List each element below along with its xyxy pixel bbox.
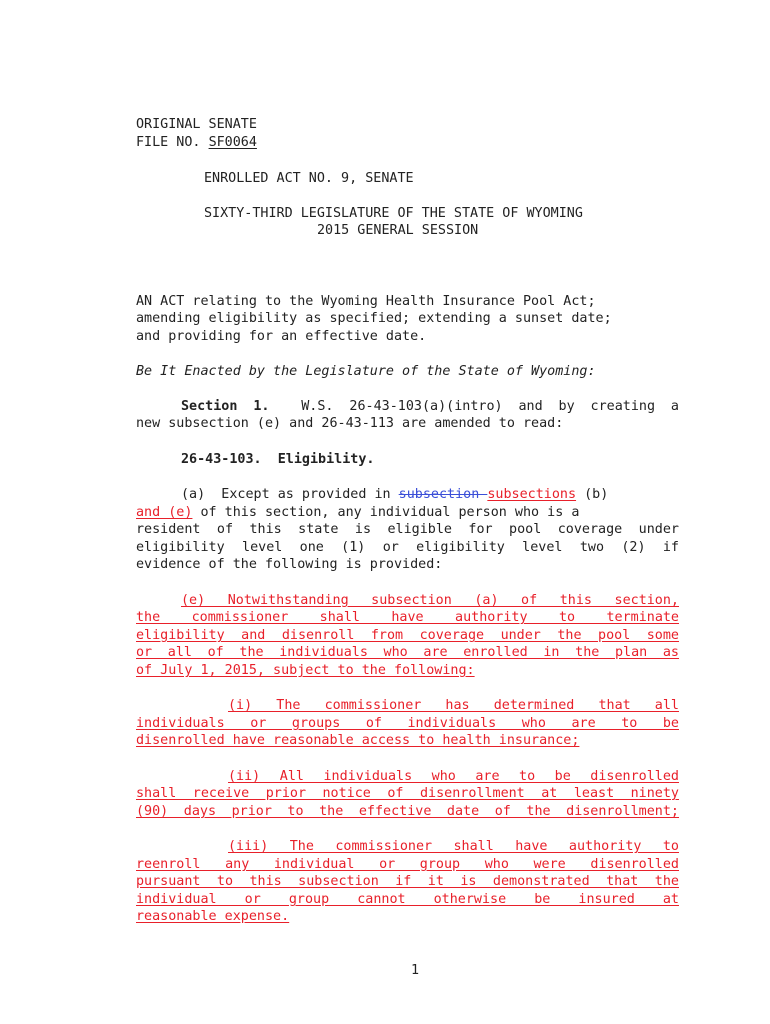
inserted-text: subsections [487,487,577,502]
sub-e-line-3: eligibility and disenroll from coverage under the pool some [136,628,679,643]
page-number: 1 [411,963,420,978]
file-prefix: FILE NO. [136,135,209,150]
title-line-1: AN ACT relating to the Wyoming Health Insurance Pool Act; [136,294,596,309]
para-iii-line-2: reenroll any individual or group who were disenrolled [136,857,679,872]
section-1-label: Section 1. [181,399,270,414]
legislature-label: SIXTY-THIRD LEGISLATURE OF THE STATE OF WYOMING [204,206,583,221]
title-line-2: amending eligibility as specified; extending a sunset date; [136,311,612,326]
section-1-line-1 [136,398,679,416]
sub-e-line-5: of July 1, 2015, subject to the following: [136,663,475,678]
sub-a-after: (b) [576,487,609,502]
statute-title: Eligibility. [277,452,375,467]
sub-a-lead: (a) Except as provided in [181,487,399,502]
statute-number: 26-43-103. [181,452,262,467]
para-i-line-1: (i) The commissioner has determined that all [228,698,679,713]
section-1-line-2: new subsection (e) and 26-43-113 are amended to read: [136,416,564,431]
sub-e-line-4: or all of the individuals who are enrolled in the plan as [136,645,679,660]
para-i-line-2: individuals or groups of individuals who are to be [136,716,679,731]
file-number: SF0064 [208,135,257,150]
sub-e-line-1: (e) Notwithstanding subsection (a) of this section, [181,593,679,608]
sub-a-line-4: eligibility level one (1) or eligibility level two (2) if [136,540,679,555]
enacting-clause: Be It Enacted by the Legislature of the State of Wyoming: [136,364,596,379]
sub-a-line-2 [136,504,579,521]
para-ii-line-2: shall receive prior notice of disenrollment at least ninety [136,786,679,801]
para-iii-line-3: pursuant to this subsection if it is demonstrated that the [136,874,679,889]
deleted-text: subsection [398,487,488,502]
title-line-3: and providing for an effective date. [136,329,427,344]
para-i-line-3: disenrolled have reasonable access to health insurance; [136,733,580,748]
sub-a-line-2-rest: of this section, any individual person who is a [192,505,580,520]
inserted-text-2: and (e) [136,505,193,520]
original-senate-label: ORIGINAL SENATE [136,117,257,132]
para-iii-line-4: individual or group cannot otherwise be insured at [136,892,679,907]
sub-e-line-2: the commissioner shall have authority to terminate [136,610,679,625]
para-ii-line-1: (ii) All individuals who are to be disenrolled [228,769,679,784]
statute-heading [181,451,375,468]
section-1-text: W.S. 26-43-103(a)(intro) and by creating a [301,399,679,414]
sub-a-line-5: evidence of the following is provided: [136,557,443,572]
para-ii-line-3: (90) days prior to the effective date of the disenrollment; [136,804,679,819]
sub-a-line-1 [181,486,608,503]
para-iii-line-5: reasonable expense. [136,909,290,924]
para-iii-line-1: (iii) The commissioner shall have authority to [228,839,679,854]
session-label: 2015 GENERAL SESSION [317,223,479,238]
sub-a-line-3: resident of this state is eligible for pool coverage under [136,522,679,537]
file-number-line [136,134,257,151]
enrolled-act-label: ENROLLED ACT NO. 9, SENATE [204,171,414,186]
